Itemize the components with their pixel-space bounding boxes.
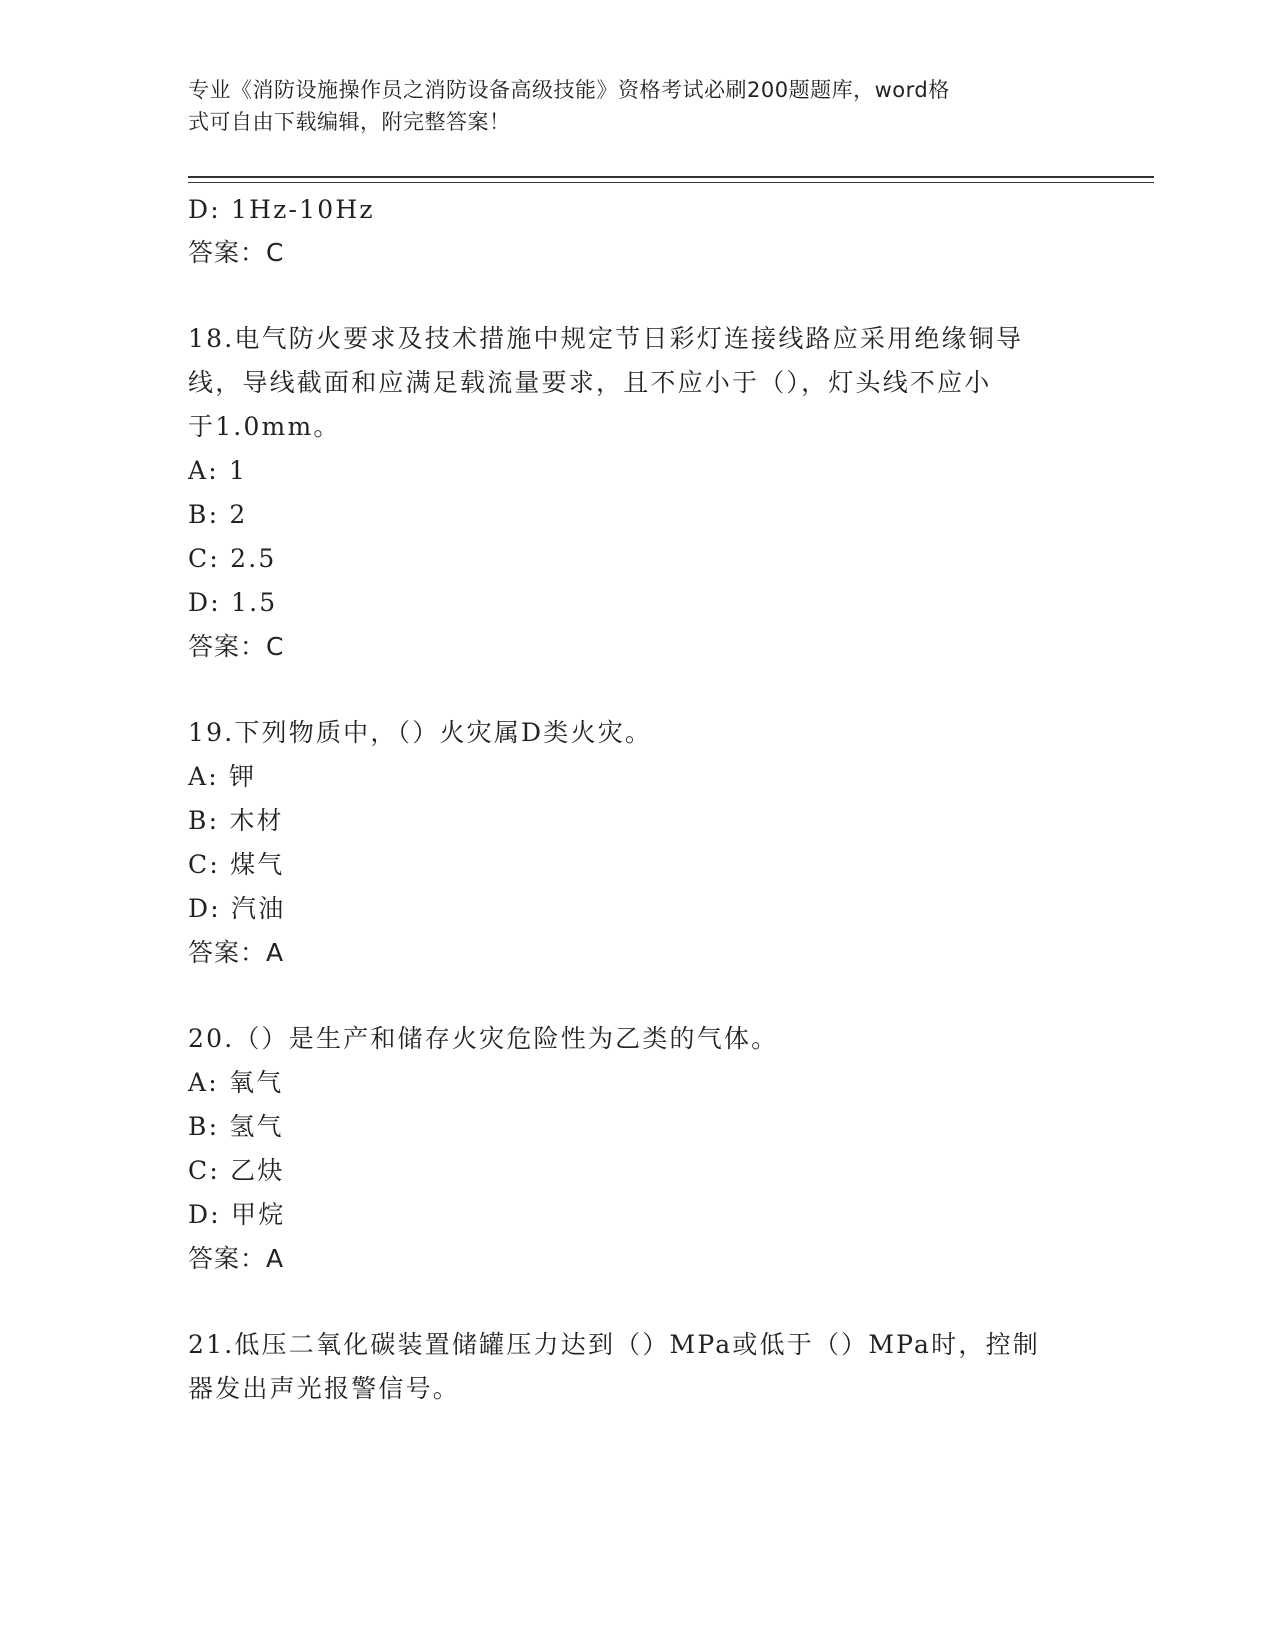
q18-stem-line-1: 18.电气防火要求及技术措施中规定节日彩灯连接线路应采用绝缘铜导 <box>188 324 1024 353</box>
q20-option-a: A: 氧气 <box>188 1068 284 1097</box>
document-title <box>188 74 1068 138</box>
q19-option-b: B: 木材 <box>188 806 284 835</box>
prev-option-d: D: 1Hz-10Hz <box>188 195 375 224</box>
q18-stem-line-3: 于1.0mm。 <box>188 412 341 441</box>
q21-stem-line-2: 器发出声光报警信号。 <box>188 1374 461 1403</box>
q18-stem-line-2: 线，导线截面和应满足载流量要求，且不应小于（），灯头线不应小 <box>188 368 992 397</box>
q18-answer: 答案：C <box>188 632 285 661</box>
q19-option-c: C: 煤气 <box>188 850 285 879</box>
prev-answer: 答案：C <box>188 238 285 267</box>
q18-option-d: D: 1.5 <box>188 588 278 617</box>
q18-option-b: B: 2 <box>188 500 248 529</box>
q20-option-c: C: 乙炔 <box>188 1156 285 1185</box>
q18-option-a: A: 1 <box>188 456 248 485</box>
header-divider-thin <box>188 182 1154 183</box>
q18-option-c: C: 2.5 <box>188 544 277 573</box>
q20-option-b: B: 氢气 <box>188 1112 284 1141</box>
document-title-line-2: 式可自由下载编辑，附完整答案！ <box>188 110 511 134</box>
q20-answer: 答案：A <box>188 1244 285 1273</box>
q19-answer: 答案：A <box>188 938 285 967</box>
document-title-line-1: 专业《消防设施操作员之消防设备高级技能》资格考试必刷200题题库，word格 <box>188 78 950 102</box>
q19-option-d: D: 汽油 <box>188 894 286 923</box>
q19-option-a: A: 钾 <box>188 762 257 791</box>
q20-stem-line-1: 20.（）是生产和储存火灾危险性为乙类的气体。 <box>188 1024 779 1053</box>
q21-stem-line-1: 21.低压二氧化碳装置储罐压力达到（）MPa或低于（）MPa时，控制 <box>188 1330 1040 1359</box>
header-divider-thick <box>188 176 1154 178</box>
q19-stem-line-1: 19.下列物质中，（）火灾属D类火灾。 <box>188 718 653 747</box>
q20-option-d: D: 甲烷 <box>188 1200 286 1229</box>
